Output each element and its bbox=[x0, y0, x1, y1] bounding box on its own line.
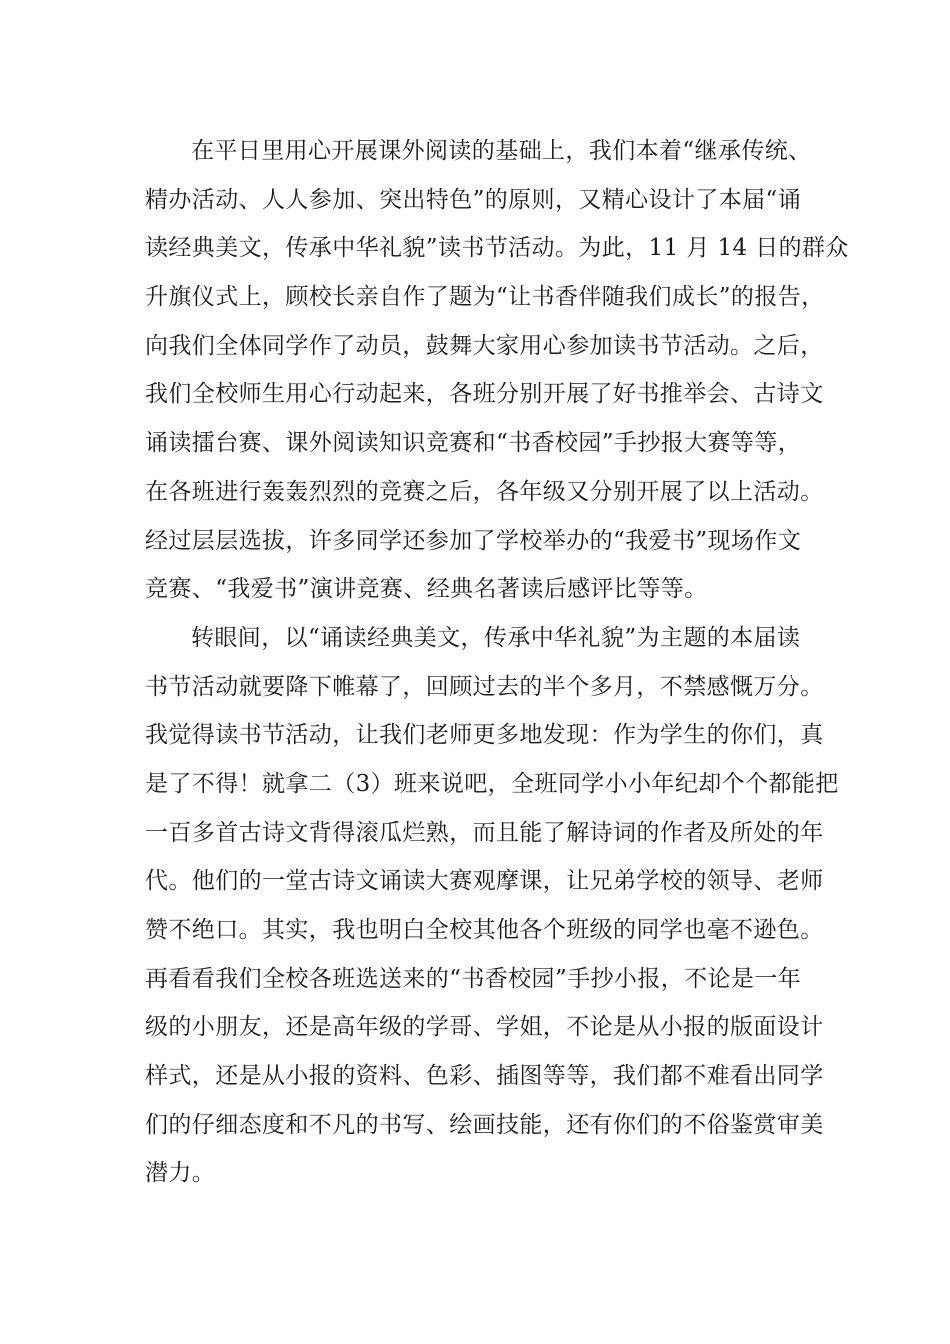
text-line: 在各班进行轰轰烈烈的竞赛之后，各年级又分别开展了以上活动。 bbox=[145, 478, 824, 505]
text-line: 精办活动、人人参加、突出特色”的原则，又精心设计了本届“诵 bbox=[145, 186, 802, 213]
paragraph-2 bbox=[145, 614, 839, 1198]
text-line: 一百多首古诗文背得滚瓜烂熟，而且能了解诗词的作者及所处的年 bbox=[145, 819, 824, 846]
text-line: 代。他们的一堂古诗文诵读大赛观摩课，让兄弟学校的领导、老师 bbox=[145, 868, 824, 895]
text-line: 赞不绝口。其实，我也明白全校其他各个班级的同学也毫不逊色。 bbox=[145, 917, 824, 943]
text-line: 经过层层选拔，许多同学还参加了学校举办的“我爱书”现场作文 bbox=[145, 527, 802, 554]
text-line: 样式，还是从小报的资料、色彩、插图等等，我们都不难看出同学 bbox=[145, 1063, 824, 1090]
text-line: 们的仔细态度和不凡的书写、绘画技能，还有你们的不俗鉴赏审美 bbox=[145, 1111, 824, 1138]
text-line: 竞赛、“我爱书”演讲竞赛、经典名著读后感评比等等。 bbox=[145, 576, 708, 603]
paragraph-1 bbox=[145, 127, 849, 614]
text-line: 诵读擂台赛、课外阅读知识竞赛和“书香校园”手抄报大赛等等， bbox=[145, 430, 802, 457]
text-line: 潜力。 bbox=[145, 1160, 216, 1187]
text-line: 读经典美文，传承中华礼貌”读书节活动。为此，11 月 14 日的群众 bbox=[145, 235, 849, 262]
document-body bbox=[145, 127, 849, 1198]
text-line: 我们全校师生用心行动起来，各班分别开展了好书推举会、古诗文 bbox=[145, 381, 824, 408]
text-line: 书节活动就要降下帷幕了，回顾过去的半个多月，不禁感慨万分。 bbox=[145, 673, 824, 700]
text-line: 我觉得读书节活动，让我们老师更多地发现：作为学生的你们，真 bbox=[145, 722, 824, 749]
text-line: 是了不得！就拿二（3）班来说吧，全班同学小小年纪却个个都能把 bbox=[145, 770, 839, 797]
text-line: 再看看我们全校各班选送来的“书香校园”手抄小报，不论是一年 bbox=[145, 965, 802, 992]
text-line: 升旗仪式上，顾校长亲自作了题为“让书香伴随我们成长”的报告， bbox=[145, 284, 825, 311]
text-line: 向我们全体同学作了动员，鼓舞大家用心参加读书节活动。之后， bbox=[145, 332, 824, 359]
text-line: 转眼间，以“诵读经典美文，传承中华礼貌”为主题的本届读 bbox=[191, 624, 801, 651]
text-line: 在平日里用心开展课外阅读的基础上，我们本着“继承传统、 bbox=[191, 138, 812, 164]
text-line: 级的小朋友，还是高年级的学哥、学姐，不论是从小报的版面设计 bbox=[145, 1014, 824, 1041]
